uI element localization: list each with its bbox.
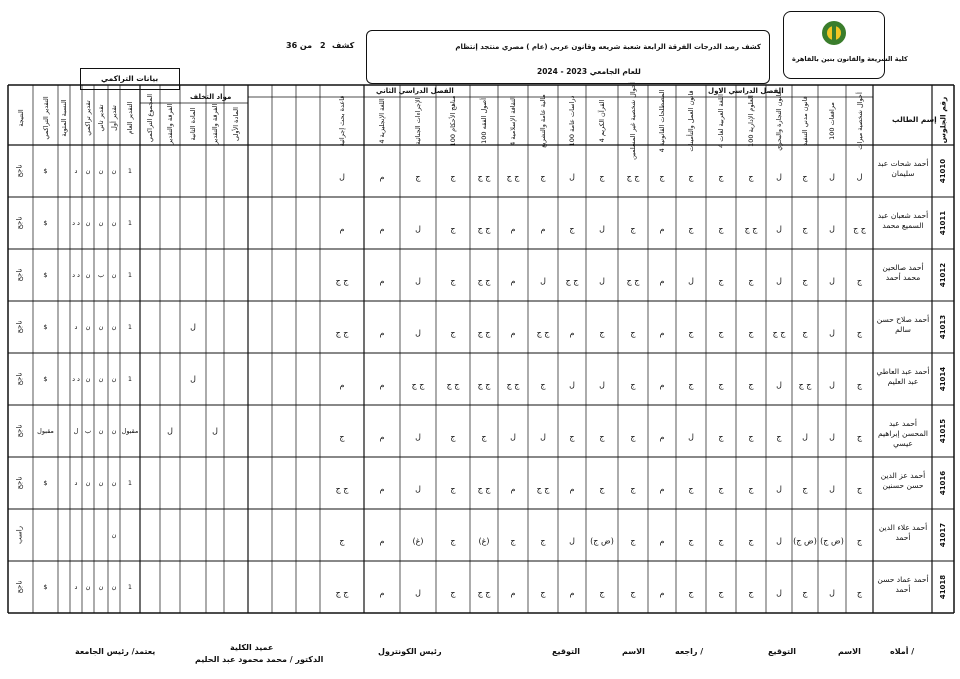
term1-subject-header: اللغة العربية لغات 4 [716,94,725,148]
result-cell: ناجح [15,424,24,438]
grade-cell: ج [748,328,754,338]
grade-cell: ج [802,276,808,286]
footer-control-head: رئيس الكونترول [378,647,442,656]
grade-cell: ج [540,172,546,182]
seat-number: 41013 [939,314,947,340]
grade-cell: ج ج [477,484,491,494]
grade-cell: ج [748,276,754,286]
result-cell: ناجح [15,164,24,178]
term2-subject-header: مناهج الأحكام 100 [448,95,457,147]
summary-cell: $ [43,479,48,487]
grade-cell: م [379,432,385,442]
summary-cell: مقبول [37,427,54,435]
grade-cell: ج [718,172,724,182]
summary-cell: $ [43,583,48,591]
result-cell: ناجح [15,372,24,386]
summary-cell: د [74,167,78,175]
grade-cell: ج [776,432,782,442]
grade-cell: ل [599,380,605,390]
grade-cell: ج [540,588,546,598]
summary-header: التقدير التراكمي [41,96,50,140]
sheet-label: كشف [332,41,355,50]
grade-cell: م [540,224,546,234]
footer-dean-title: عميد الكلية [230,643,274,652]
summary-header: التقدير العام [125,101,134,135]
grade-cell: ج ج [798,380,812,390]
summary-cell: $ [43,167,48,175]
term1-subject-header: المصطلحات القانونية 4 [657,89,666,153]
grade-cell: ج [718,328,724,338]
grade-cell: ج [748,172,754,182]
footer-name1: الاسم [838,647,861,656]
grade-cell: ج [630,224,636,234]
grade-cell: ج [748,536,754,546]
seat-number: 41016 [939,470,947,496]
carry-subject-header: المادة الأولى [231,107,240,141]
term2-subject-header: قاعدة بحث إجرائية [337,95,346,147]
grade-cell: ل [829,380,835,390]
grade-cell: ج [599,588,605,598]
grade-cell: ج [748,432,754,442]
grade-cell: ج ج [477,380,491,390]
seat-number: 41017 [939,522,947,548]
seat-number: 41011 [939,210,947,236]
grade-cell: ل [510,432,516,442]
grade-cell: ج [718,380,724,390]
grade-cell: ج [599,172,605,182]
grade-cell: ل [776,380,782,390]
grade-cell: م [379,588,385,598]
summary-cell: د د [72,375,80,383]
summary-cell: $ [43,323,48,331]
grade-cell: ج [856,276,863,286]
grade-cell: ل [569,380,575,390]
grade-cell: ج [630,484,636,494]
grade-cell: ج ج [335,484,349,494]
student-name: أحمد علاء الدين أحمد [878,523,928,543]
student-name: أحمد عبد العاطي عبد العليم [876,367,930,387]
summary-header: المجموع التراكمي [145,93,154,143]
grade-cell: ج ج [565,276,579,286]
seat-number: 41018 [939,574,947,600]
grade-cell: ج [339,536,345,546]
grade-cell: ج [802,172,808,182]
grade-cell: ل [415,484,421,494]
student-name: أحمد عماد حسن أحمد [877,575,929,595]
grade-cell: ج [688,536,694,546]
summary-header: تقدير ثاني [96,104,105,132]
summary-cell: ن [111,219,117,227]
result-cell: ناجح [15,476,24,490]
summary-cell: $ [43,271,48,279]
summary-cell: ن [98,323,104,331]
sheet-title: كشف رصد الدرجات الفرقة الرابعة شعبة شريعه وقانون عربي (عام ) مصري منتجد إنتظام [455,43,761,51]
grade-cell: ج ج [744,224,758,234]
grade-cell: ج [450,484,456,494]
summary-cell: ن [85,271,91,279]
grade-cell: ج [481,432,487,442]
grade-cell: م [379,328,385,338]
grade-cell: ج ج [477,276,491,286]
grade-cell: ل [540,432,546,442]
grade-cell: م [379,276,385,286]
grade-cell: ج [688,380,694,390]
summary-cell: ن [111,531,117,539]
grade-cell: ج ج [626,276,640,286]
grade-cell: ج [748,588,754,598]
summary-cell: د د [72,219,80,227]
result-cell: ناجح [15,268,24,282]
grade-cell: م [379,484,385,494]
grade-cell: ج [856,536,863,546]
seat-number: 41014 [939,366,947,392]
grade-cell: ج [599,328,605,338]
grade-cell: م [659,484,665,494]
summary-cell: 1 [127,375,133,383]
grade-cell: ل [856,172,863,182]
footer-approved: يعتمد/ رئيس الجامعة [75,647,156,656]
grade-cell: ج [415,172,421,182]
grade-cell: م [379,224,385,234]
carry-grade-cell: ل [212,426,218,436]
summary-cell: د د [72,271,80,279]
summary-cell: 1 [127,323,133,331]
grade-cell: ج ج [506,172,520,182]
grade-cell: ل [688,432,694,442]
grade-cell: ل [688,276,694,286]
grade-cell: ج [450,588,456,598]
grade-cell: ج [540,536,546,546]
result-cell: ناجح [15,580,24,594]
grade-cell: ل [339,172,345,182]
summary-cell: د [74,323,78,331]
seat-no-header: رقم الجلوس [938,96,948,144]
grade-cell: ج [510,536,516,546]
grade-cell: م [339,380,345,390]
term1-subject-header: مالية عامة والتشريع [538,94,547,148]
grade-cell: ج [748,484,754,494]
grade-cell: ج ج [626,172,640,182]
footer-dictated: أملاه / [890,647,915,656]
grade-cell: ج ج [477,172,491,182]
summary-cell: 1 [127,219,133,227]
grade-cell: ل [829,484,835,494]
grade-cell: ج [599,432,605,442]
grade-cell: ج ج [506,380,520,390]
summary-cell: ل [73,427,79,435]
term1-header: الفصل الدراسي الاول [708,87,784,95]
grade-cell: ج [856,484,863,494]
grade-cell: ج [630,380,636,390]
grade-cell: ج [718,536,724,546]
term2-subject-header: الإجراءات الجنائية [413,97,422,145]
summary-cell: 1 [127,271,133,279]
grade-cell: ج ج [477,224,491,234]
term1-subject-header: قانون مدني التنفيذ [800,96,809,146]
grade-cell: م [659,328,665,338]
college-name: كلية الشريعة والقانون بنين بالقاهرة [792,55,908,63]
seat-number: 41015 [939,418,947,444]
result-cell: راسب [15,525,24,545]
grade-cell: ل [829,432,835,442]
footer-sig2: التوقيع [552,647,580,656]
grade-cell: ج ج [411,380,425,390]
summary-cell: د [74,479,78,487]
grade-cell: ل [415,432,421,442]
term2-subject-header: اللغة الإنجليزية 4 [377,98,386,144]
summary-cell: ن [111,427,117,435]
summary-cell: ن [85,167,91,175]
grade-cell: م [659,536,665,546]
summary-cell: ن [85,375,91,383]
summary-cell: ب [97,271,105,279]
grade-cell: ج [450,276,456,286]
grade-cell: ج ج [477,588,491,598]
grade-cell: ج [569,432,575,442]
sheet-number: 2 [320,41,326,50]
cumulative-label: بيانات التراكمي [101,74,159,83]
grade-cell: ج ج [335,588,349,598]
grade-cell: ج [688,588,694,598]
seat-number: 41010 [939,158,947,184]
grade-cell: ل [802,432,808,442]
term1-subject-header: العلوم الإدارية 100 [746,95,755,147]
grade-cell: ل [829,172,835,182]
grade-cell: ج [718,484,724,494]
grade-cell: ج [630,588,636,598]
grade-cell: ج [450,328,456,338]
footer-sig1: التوقيع [768,647,796,656]
grade-cell: ج [802,224,808,234]
grade-cell: ل [776,484,782,494]
term1-subject-header: أحوال شخصية ميراث [855,92,864,150]
summary-cell: ن [111,479,117,487]
term2-subject-header: الثقافة الإسلامية 4 [508,96,517,146]
term2-header: الفصل الدراسي الثاني [376,87,454,95]
grade-cell: ج [748,380,754,390]
grade-cell: (ض ج) [590,536,614,546]
summary-cell: ن [98,167,104,175]
grade-cell: م [569,588,575,598]
grade-cell: ج [630,536,636,546]
term1-subject-header: دراسات عامة 100 [567,95,576,147]
grade-cell: م [510,588,516,598]
term1-subject-header: قانون العمل والتأمينات [686,90,695,152]
student-name: أحمد عبد المحسن إبراهيم عيسي [878,419,928,449]
grade-cell: ل [569,172,575,182]
grade-cell: ج [569,224,575,234]
footer-reviewed: راجعه / [675,647,704,656]
grade-cell: ل [776,536,782,546]
grade-cell: ل [776,276,782,286]
grade-cell: ج [339,432,345,442]
grade-cell: ج ج [477,328,491,338]
grade-cell: ج [540,380,546,390]
summary-cell: ن [111,323,117,331]
grade-cell: ل [776,224,782,234]
grade-cell: ل [829,224,835,234]
carry-subject-header: المادة الثانية [188,107,197,141]
summary-cell: ن [111,167,117,175]
summary-cell: $ [43,375,48,383]
grade-cell: ج [802,588,808,598]
grade-cell: ج [856,432,863,442]
grade-cell: م [510,484,516,494]
sheet-total: من 36 [286,41,313,50]
grade-cell: م [659,276,665,286]
summary-cell: د [74,583,78,591]
grade-cell: ج ج [446,380,460,390]
grade-cell: ج [659,172,665,182]
footer-name2: الاسم [622,647,645,656]
grade-cell: م [659,432,665,442]
carry-header: مواد التخلف [190,93,232,101]
grade-cell: ج [630,328,636,338]
summary-header: النسبة المئوية [59,99,68,137]
grade-cell: ج [856,588,863,598]
summary-cell: 1 [127,167,133,175]
grade-cell: ل [415,224,421,234]
grade-cell: ج [718,224,724,234]
summary-cell: ن [85,583,91,591]
grade-cell: ل [599,224,605,234]
grade-cell: ج [688,224,694,234]
summary-cell: ن [98,583,104,591]
student-name-header: إسم الطالب [892,115,937,124]
summary-cell: ن [111,271,117,279]
grade-cell: ج ج [335,328,349,338]
grade-cell: ل [829,588,835,598]
grade-cell: ج ج [536,328,550,338]
summary-cell: 1 [127,583,133,591]
grade-cell: ج [718,432,724,442]
summary-header: النتيجة [16,109,25,127]
footer-dean-name: الدكتور / محمد محمود عبد الحليم [195,655,324,664]
grade-cell: ج ج [335,276,349,286]
student-name: أحمد صلاح حسن سالم [876,315,930,335]
grade-cell: م [659,380,665,390]
grade-cell: (ض ج) [820,536,844,546]
carry-grade-cell: ل [190,322,196,332]
summary-cell: ن [85,219,91,227]
grade-cell: ل [415,328,421,338]
term1-subject-header: مرافعات 100 [827,102,836,140]
seat-number: 41012 [939,262,947,288]
grade-cell: م [569,484,575,494]
term1-subject-header: قانون التجارة والبحري [774,91,783,151]
summary-cell: ن [98,479,104,487]
grade-cell: ل [776,172,782,182]
term2-subject-header: أصول الفقه 100 [479,98,488,144]
summary-header: تقدير أول [109,105,118,131]
grade-cell: م [510,276,516,286]
grade-cell: م [379,172,385,182]
grade-cell: ل [829,328,835,338]
grade-cell: ج [802,328,808,338]
summary-cell: ن [98,427,104,435]
grade-cell: م [659,588,665,598]
grade-cell: (ض ج) [793,536,817,546]
grade-cell: ج [688,328,694,338]
grade-cell: م [569,328,575,338]
academic-year: للعام الجامعي 2023 - 2024 [537,67,641,76]
grade-cell: ج [718,276,724,286]
carry-grade-cell: ل [190,374,196,384]
summary-cell: ن [111,375,117,383]
grade-cell: ج [630,432,636,442]
student-name: أحمد عز الدين حسن حسنين [880,471,926,491]
grade-cell: ل [415,276,421,286]
grade-cell: ج [450,224,456,234]
grade-cell: ج [599,484,605,494]
summary-cell: ن [98,219,104,227]
grade-cell: ج [688,172,694,182]
grade-cell: ج [856,328,863,338]
student-name: أحمد صالحين محمد أحمد [882,263,924,283]
grade-cell: ج [802,484,808,494]
summary-cell: مقبول [121,427,139,435]
summary-cell: 1 [127,479,133,487]
grade-cell: ج [688,484,694,494]
summary-cell: ن [85,323,91,331]
student-name: أحمد شعبان عبد السميع محمد [877,211,929,231]
summary-header: تقدير تراكمي [83,100,92,136]
student-name: أحمد شحات عبد سليمان [877,159,929,179]
grade-cell: م [339,224,345,234]
summary-cell: ن [98,375,104,383]
grade-cell: ل [540,276,546,286]
summary-cell: $ [43,219,48,227]
grade-cell: ل [776,588,782,598]
grade-cell: م [379,536,385,546]
grade-cell: م [510,328,516,338]
grade-cell: م [379,380,385,390]
grade-cell: ج ج [853,224,866,234]
grade-cell: ج ج [536,484,550,494]
result-cell: ناجح [15,216,24,230]
grade-cell: ج [718,588,724,598]
result-cell: ناجح [15,320,24,334]
grade-cell: ج [450,536,456,546]
grade-cell: ج [450,172,456,182]
summary-cell: ن [111,583,117,591]
term1-subject-header: أحوال شخصية غير المسلمين [628,82,637,160]
carry-subject-header: الفرقة والتقدير [210,103,219,145]
grade-cell: ج [856,380,863,390]
grade-cell: م [510,224,516,234]
term1-subject-header: القرآن الكريم 4 [597,99,606,143]
grade-cell: (غ) [412,536,424,546]
grade-cell: ل [569,536,575,546]
carry-grade-cell: ل [167,426,173,436]
summary-cell: ن [85,479,91,487]
carry-subject-header: الفرقة والتقدير [165,103,174,145]
grade-cell: ل [415,588,421,598]
grade-cell: ج ج [772,328,786,338]
grade-cell: ل [829,276,835,286]
grade-cell: (غ) [478,536,490,546]
grade-cell: م [659,224,665,234]
grade-cell: ل [599,276,605,286]
summary-cell: ب [84,427,92,435]
grade-cell: ج [450,432,456,442]
